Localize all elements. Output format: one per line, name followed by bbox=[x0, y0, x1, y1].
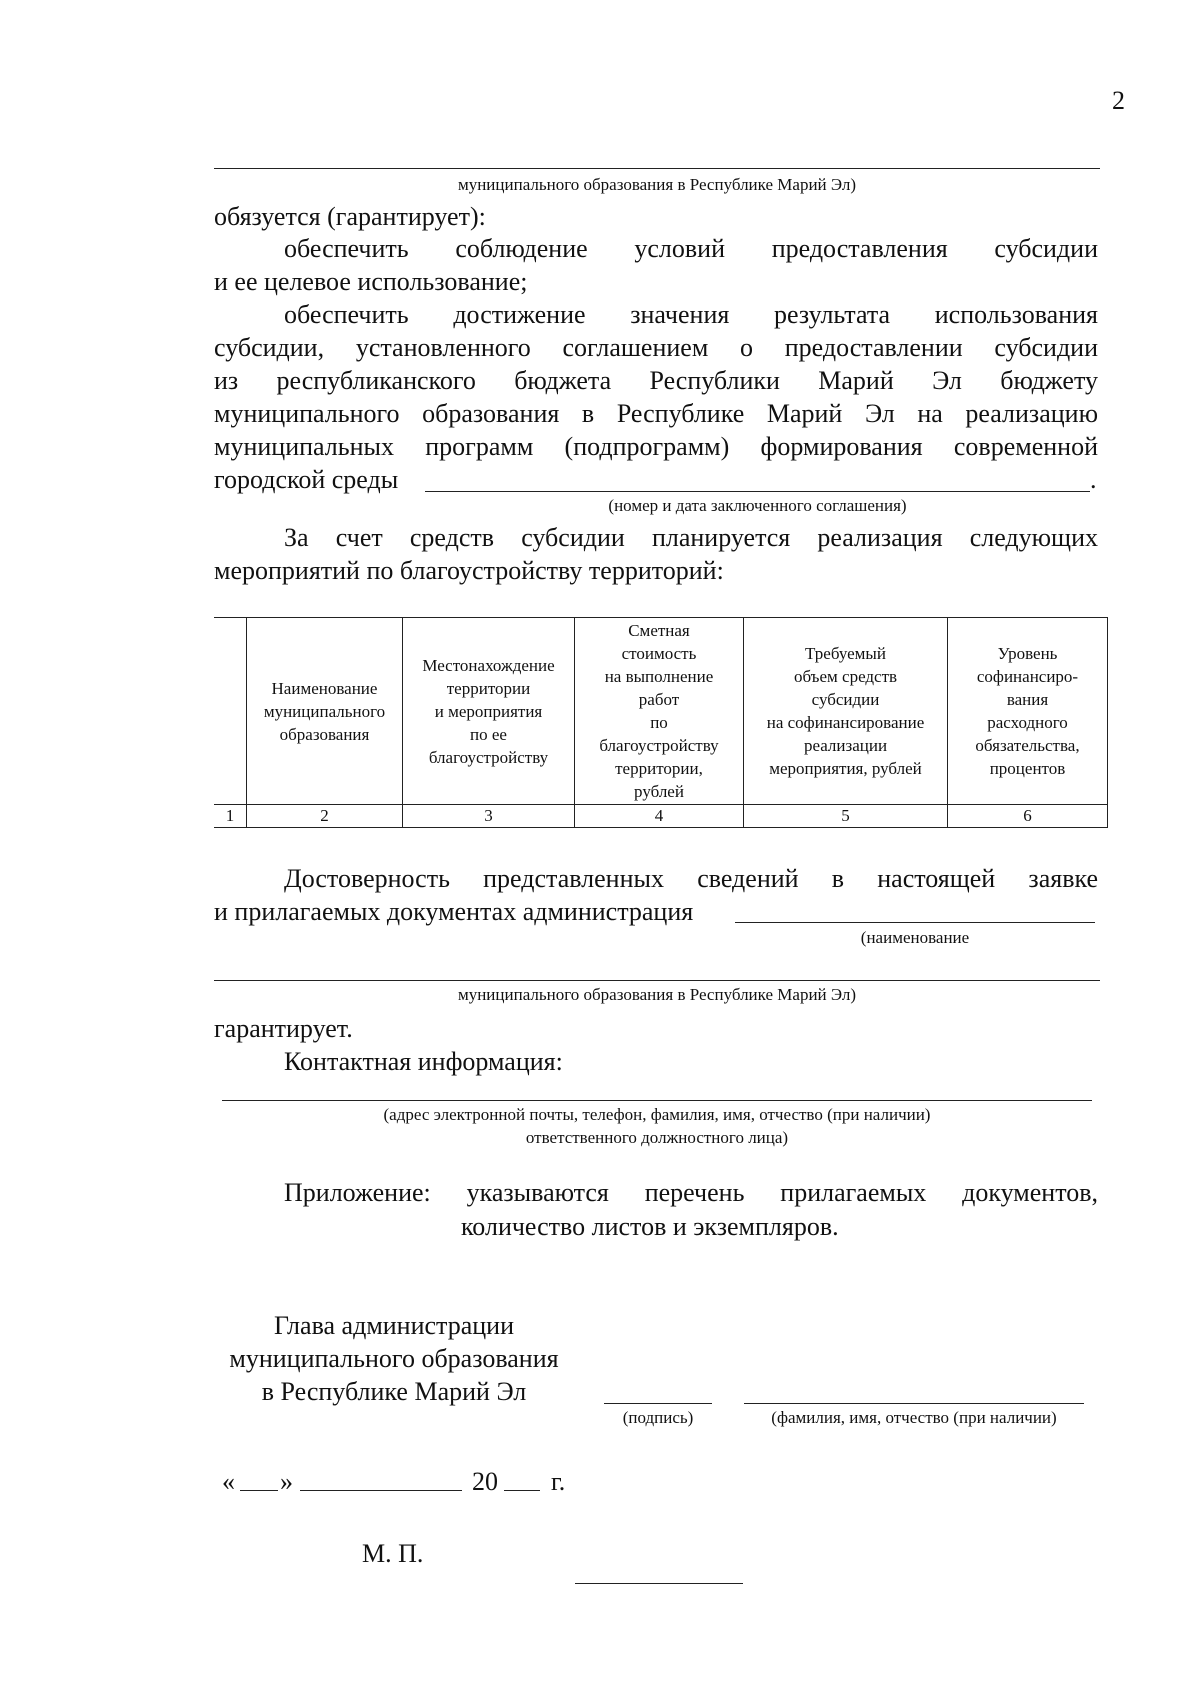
header-cell-4 bbox=[575, 618, 744, 805]
signature-fill-line bbox=[604, 1403, 712, 1404]
obligation-intro: обязуется (гарантирует): bbox=[214, 202, 486, 231]
signature-caption: (подпись) bbox=[622, 1408, 694, 1427]
activities-line1: За счет средств субсидии планируется реализация следующих bbox=[284, 523, 1098, 552]
column-number-3: 3 bbox=[403, 805, 575, 828]
signatory-title-line3: в Республике Марий Эл bbox=[261, 1377, 527, 1406]
date-open-quote: « bbox=[222, 1467, 235, 1496]
appendix-line2: количество листов и экземпляров. bbox=[461, 1212, 839, 1241]
end-divider bbox=[575, 1583, 743, 1584]
signatory-title-line2: муниципального образования bbox=[229, 1344, 559, 1373]
header-text-4: Сметная стоимость на выполнение работ по благоустройству территории, рублей bbox=[599, 621, 719, 801]
reliability-line1: Достоверность представленных сведений в настоящей заявке bbox=[284, 864, 1098, 893]
reliability-line3: гарантирует. bbox=[214, 1014, 353, 1043]
page-number: 2 bbox=[1112, 86, 1125, 115]
stamp-placeholder: М. П. bbox=[362, 1539, 424, 1568]
header-cell-2 bbox=[247, 618, 403, 805]
date-year-line bbox=[504, 1490, 540, 1491]
header-cell-6 bbox=[948, 618, 1108, 805]
date-day-line bbox=[240, 1490, 278, 1491]
agreement-caption: (номер и дата заключенного соглашения) bbox=[608, 496, 907, 515]
header-cell-5 bbox=[744, 618, 948, 805]
column-number-6: 6 bbox=[948, 805, 1108, 828]
date-close-quote: » bbox=[280, 1467, 293, 1496]
agreement-line-end: . bbox=[1090, 465, 1097, 494]
contact-fill-line bbox=[222, 1100, 1092, 1101]
activities-line2: мероприятий по благоустройству территорий: bbox=[214, 556, 724, 585]
header-text-3: Местонахождение территории и мероприятия по ее благоустройству bbox=[422, 655, 555, 767]
agreement-fill-line bbox=[425, 491, 1090, 492]
obligation-2-line2: субсидии, установленного соглашением о предоставлении субсидии bbox=[214, 333, 1098, 362]
date-month-line bbox=[300, 1490, 462, 1491]
obligation-2-line6: городской среды bbox=[214, 465, 399, 494]
date-year-prefix: 20 bbox=[472, 1467, 498, 1496]
header-cell-3 bbox=[403, 618, 575, 805]
signatory-title-line1: Глава администрации bbox=[273, 1311, 515, 1340]
admin-name-fill-line-2 bbox=[214, 980, 1100, 981]
column-number-4: 4 bbox=[575, 805, 744, 828]
header-cell-1 bbox=[214, 618, 247, 805]
top-caption: муниципального образования в Республике Марий Эл) bbox=[457, 175, 857, 194]
contact-caption-line1: (адрес электронной почты, телефон, фамилия, имя, отчество (при наличии) bbox=[383, 1105, 931, 1124]
appendix-line1: Приложение: указываются перечень прилагаемых документов, bbox=[284, 1178, 1098, 1207]
contact-caption-line2: ответственного должностного лица) bbox=[525, 1128, 789, 1147]
date-year-suffix: г. bbox=[551, 1467, 566, 1496]
obligation-2-line5: муниципальных программ (подпрограмм) формирования современной bbox=[214, 432, 1098, 461]
obligation-2-line4: муниципального образования в Республике Марий Эл на реализацию bbox=[214, 399, 1098, 428]
contact-label: Контактная информация: bbox=[284, 1047, 563, 1076]
table-number-row bbox=[214, 805, 1108, 828]
reliability-caption1: (наименование bbox=[860, 928, 970, 947]
name-caption: (фамилия, имя, отчество (при наличии) bbox=[771, 1408, 1057, 1427]
top-fill-line bbox=[214, 168, 1100, 169]
obligation-1-line2: и ее целевое использование; bbox=[214, 267, 528, 296]
header-text-6: Уровень софинансиро- вания расходного обязательства, процентов bbox=[975, 644, 1080, 778]
reliability-line2: и прилагаемых документах администрация bbox=[214, 897, 694, 926]
header-text-5: Требуемый объем средств субсидии на софинансирование реализации мероприятия, рублей bbox=[766, 644, 925, 778]
activities-table bbox=[214, 617, 1108, 828]
header-text-2: Наименование муниципального образования bbox=[263, 678, 386, 744]
name-fill-line bbox=[744, 1403, 1084, 1404]
obligation-1-line1: обеспечить соблюдение условий предоставления субсидии bbox=[284, 234, 1098, 263]
obligation-2-line1: обеспечить достижение значения результата использования bbox=[284, 300, 1098, 329]
table-header-row bbox=[214, 618, 1108, 805]
admin-name-fill-line bbox=[735, 922, 1095, 923]
column-number-1: 1 bbox=[214, 805, 247, 828]
obligation-2-line3: из республиканского бюджета Республики Марий Эл бюджету bbox=[214, 366, 1098, 395]
column-number-2: 2 bbox=[247, 805, 403, 828]
column-number-5: 5 bbox=[744, 805, 948, 828]
reliability-caption2: муниципального образования в Республике Марий Эл) bbox=[457, 985, 857, 1004]
